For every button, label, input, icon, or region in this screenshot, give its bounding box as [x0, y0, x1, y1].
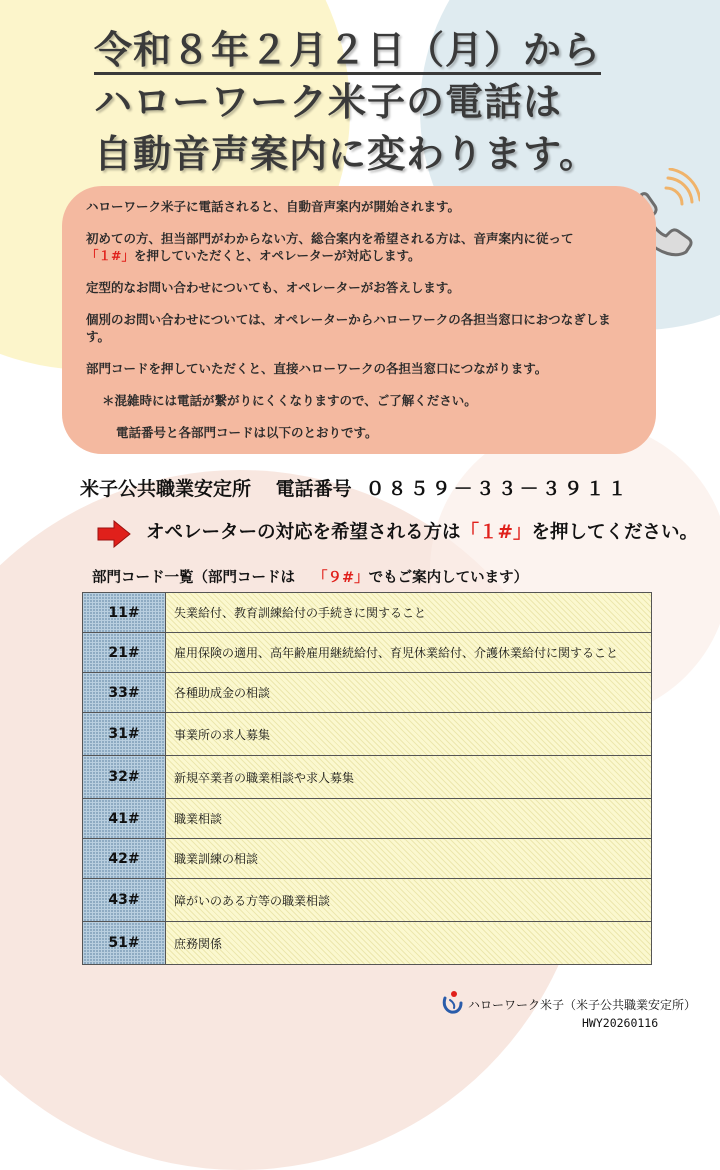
footer-organization: ハローワーク米子（米子公共職業安定所）	[468, 998, 697, 1012]
arrow-right-icon	[96, 520, 132, 548]
office-name: 米子公共職業安定所	[80, 478, 252, 500]
department-code-table	[82, 592, 652, 965]
desc-cell: 障がいのある方等の職業相談	[166, 879, 652, 922]
info-paragraph-3: 定型的なお問い合わせについても、オペレーターがお答えします。	[86, 280, 460, 295]
info-paragraph-2-text: 初めての方、担当部門がわからない方、総合案内を希望される方は、音声案内に従って	[86, 231, 574, 246]
desc-cell: 職業相談	[166, 799, 652, 839]
code-table-caption	[92, 566, 692, 587]
headline-line-3: 自動音声案内に変わります。	[94, 132, 598, 176]
phone-label: 電話番号	[275, 478, 352, 500]
code-cell: 31#	[83, 713, 166, 756]
code-cell: 42#	[83, 839, 166, 879]
table-row	[83, 713, 652, 756]
info-paragraph-4: 個別のお問い合わせについては、オペレーターからハローワークの各担当窓口におつなぎします。	[86, 312, 611, 344]
desc-cell: 各種助成金の相談	[166, 673, 652, 713]
headline-date: 令和８年２月２日（月）から	[94, 28, 601, 75]
code-cell: 33#	[83, 673, 166, 713]
operator-text-end: を押してください。	[531, 522, 699, 543]
caption-text: 部門コード一覧（部門コードは	[92, 570, 295, 586]
table-row	[83, 799, 652, 839]
operator-instruction	[146, 518, 716, 544]
code-cell: 11#	[83, 593, 166, 633]
info-paragraph-5: 部門コードを押していただくと、直接ハローワークの各担当窓口につながります。	[86, 361, 548, 376]
desc-cell: 庶務関係	[166, 922, 652, 965]
table-row	[83, 922, 652, 965]
table-row	[83, 633, 652, 673]
code-cell: 21#	[83, 633, 166, 673]
desc-cell: 雇用保険の適用、高年齢雇用継続給付、育児休業給付、介護休業給付に関すること	[166, 633, 652, 673]
desc-cell: 新規卒業者の職業相談や求人募集	[166, 756, 652, 799]
info-paragraph-2-rest: を押していただくと、オペレーターが対応します。	[133, 248, 421, 263]
caption-key: 「９#」	[313, 570, 369, 586]
info-note: ＊混雑時には電話が繋がりにくくなりますので、ご了解ください。	[102, 393, 477, 408]
info-paragraph-1: ハローワーク米子に電話されると、自動音声案内が開始されます。	[86, 199, 461, 214]
info-paragraph-2	[86, 230, 630, 264]
table-row	[83, 879, 652, 922]
footer-document-id: HWY20260116	[582, 1016, 659, 1030]
code-cell: 51#	[83, 922, 166, 965]
headline	[94, 24, 694, 180]
caption-text-end: でもご案内しています）	[368, 570, 529, 586]
operator-text: オペレーターの対応を希望される方は	[146, 522, 461, 543]
hellowork-logo-icon	[441, 990, 463, 1014]
table-row	[83, 839, 652, 879]
code-cell: 43#	[83, 879, 166, 922]
phone-number: ０８５９－３３－３９１１	[365, 478, 630, 500]
table-row	[83, 756, 652, 799]
info-codes-intro: 電話番号と各部門コードは以下のとおりです。	[116, 425, 378, 440]
code-cell: 32#	[83, 756, 166, 799]
info-key-1: 「１#」	[86, 248, 134, 263]
table-row	[83, 673, 652, 713]
desc-cell: 事業所の求人募集	[166, 713, 652, 756]
office-phone-line	[80, 474, 700, 501]
desc-cell: 職業訓練の相談	[166, 839, 652, 879]
info-box	[62, 186, 656, 454]
desc-cell: 失業給付、教育訓練給付の手続きに関すること	[166, 593, 652, 633]
table-row	[83, 593, 652, 633]
headline-line-2: ハローワーク米子の電話は	[94, 80, 563, 124]
operator-key: 「１#」	[460, 522, 532, 543]
code-cell: 41#	[83, 799, 166, 839]
